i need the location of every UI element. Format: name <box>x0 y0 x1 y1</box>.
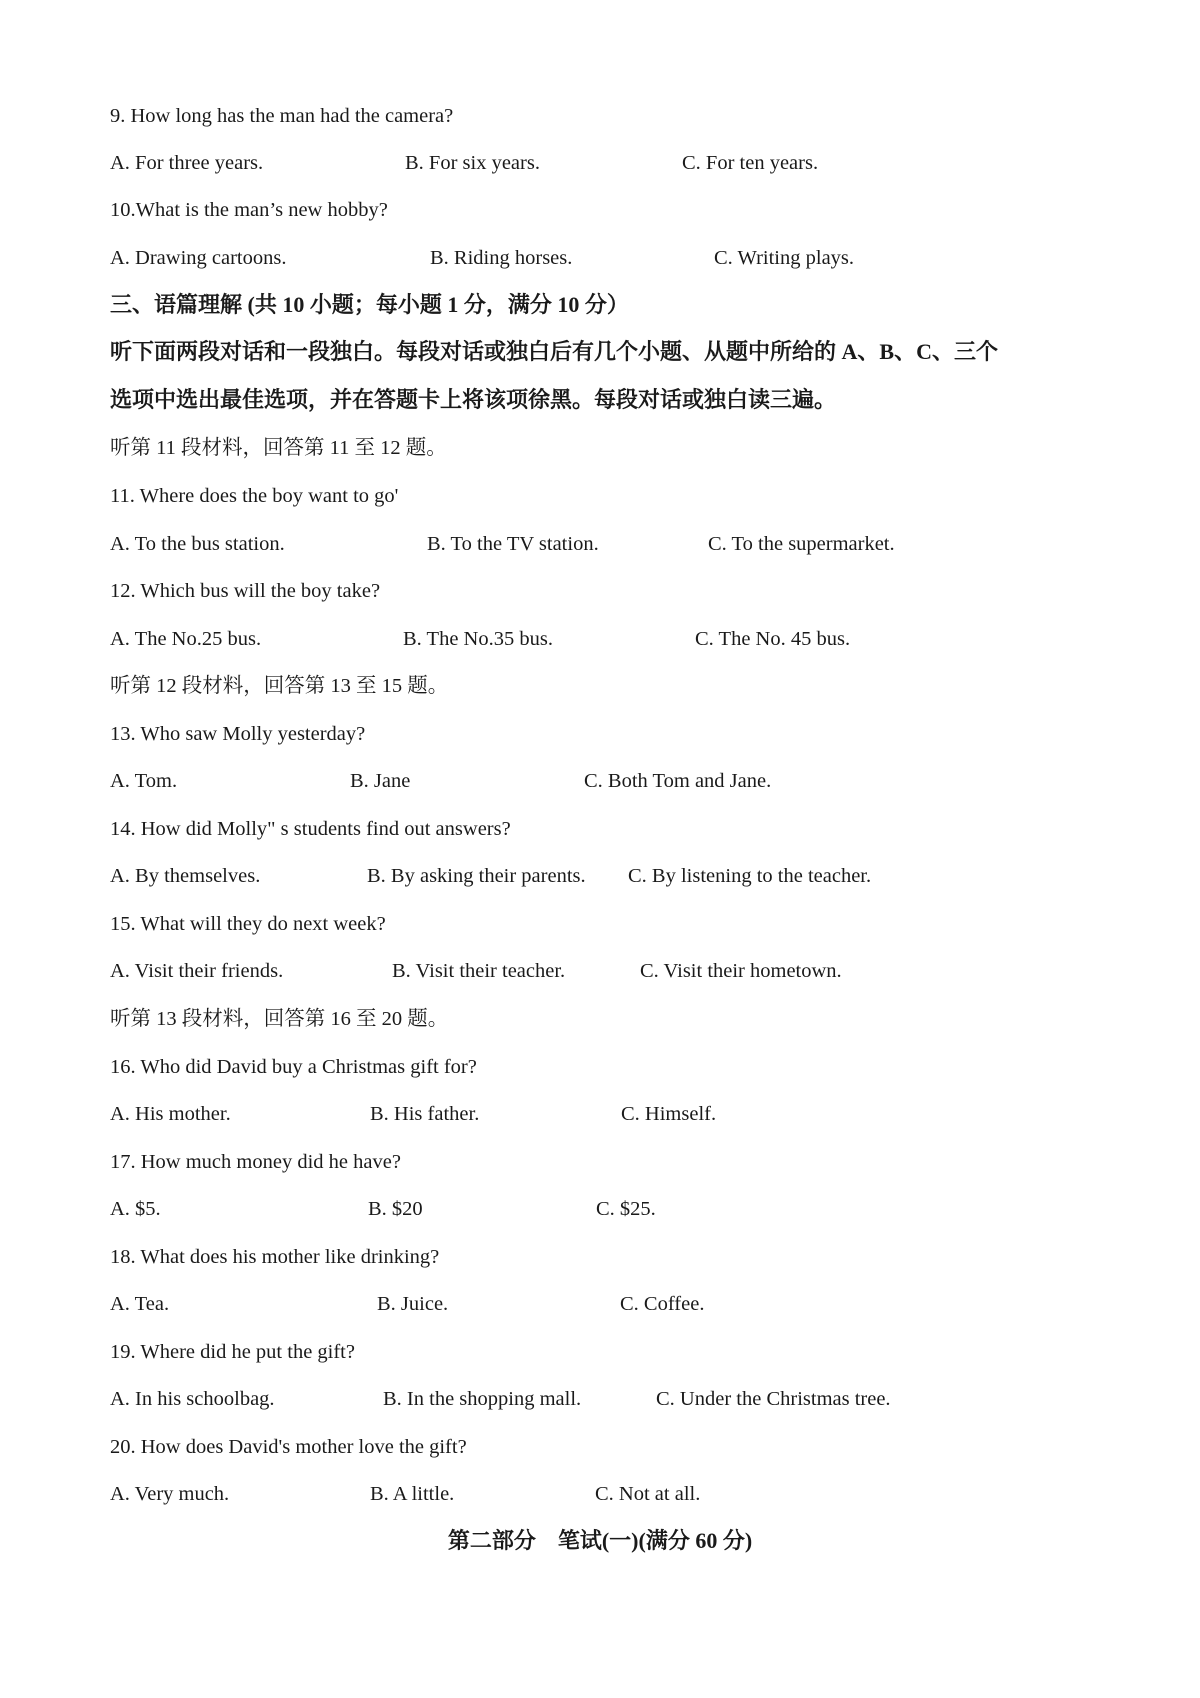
question-15-options <box>110 959 1010 983</box>
material-11-note: 听第 11 段材料，回答第 11 至 12 题。 <box>110 437 447 459</box>
option-c: C. Both Tom and Jane. <box>584 770 772 792</box>
question-18-options <box>110 1292 1010 1316</box>
option-b: B. Juice. <box>377 1293 449 1315</box>
option-a: A. By themselves. <box>110 865 261 887</box>
option-c: C. Writing plays. <box>714 247 855 269</box>
option-b: B. $20 <box>368 1198 423 1220</box>
option-b: B. Visit their teacher. <box>392 960 566 982</box>
section-3-instruction-line-2: 选项中选出最佳选项，并在答题卡上将该项徐黑。每段对话或独白读三遍。 <box>110 387 837 412</box>
question-20: 20. How does David's mother love the gift? <box>110 1436 467 1458</box>
question-18: 18. What does his mother like drinking? <box>110 1246 440 1268</box>
question-14: 14. How did Molly" s students find out answers? <box>110 818 511 840</box>
option-c: C. Visit their hometown. <box>640 960 842 982</box>
material-13-note: 听第 13 段材料，回答第 16 至 20 题。 <box>110 1008 449 1030</box>
option-a: A. For three years. <box>110 152 264 174</box>
option-c: C. The No. 45 bus. <box>695 628 851 650</box>
option-a: A. Very much. <box>110 1483 230 1505</box>
option-c: C. By listening to the teacher. <box>628 865 872 887</box>
option-a: A. In his schoolbag. <box>110 1388 275 1410</box>
question-20-options <box>110 1482 1010 1506</box>
option-c: C. $25. <box>596 1198 656 1220</box>
question-9: 9. How long has the man had the camera? <box>110 105 454 127</box>
question-17: 17. How much money did he have? <box>110 1151 401 1173</box>
question-16-options <box>110 1102 1010 1126</box>
question-10: 10.What is the man’s new hobby? <box>110 199 388 221</box>
question-12-options <box>110 627 1010 651</box>
option-c: C. Himself. <box>621 1103 717 1125</box>
question-9-options <box>110 151 1010 175</box>
option-a: A. His mother. <box>110 1103 231 1125</box>
question-17-options <box>110 1197 1010 1221</box>
option-a: A. Visit their friends. <box>110 960 284 982</box>
option-c: C. Under the Christmas tree. <box>656 1388 891 1410</box>
option-a: A. The No.25 bus. <box>110 628 262 650</box>
option-b: B. By asking their parents. <box>367 865 586 887</box>
option-b: B. His father. <box>370 1103 480 1125</box>
question-19-options <box>110 1387 1010 1411</box>
question-10-options <box>110 246 1010 270</box>
option-b: B. For six years. <box>405 152 540 174</box>
option-b: B. Riding horses. <box>430 247 573 269</box>
section-3-title: 三、语篇理解 (共 10 小题；每小题 1 分，满分 10 分） <box>110 292 629 317</box>
option-b: B. To the TV station. <box>427 533 599 555</box>
question-15: 15. What will they do next week? <box>110 913 386 935</box>
option-a: A. $5. <box>110 1198 161 1220</box>
option-b: B. Jane <box>350 770 411 792</box>
option-a: A. Tea. <box>110 1293 170 1315</box>
question-16: 16. Who did David buy a Christmas gift for? <box>110 1056 477 1078</box>
section-3-instruction-line-1: 听下面两段对话和一段独白。每段对话或独白后有几个小题、从题中所给的 A、B、C、三个 <box>110 339 998 364</box>
material-12-note: 听第 12 段材料，回答第 13 至 15 题。 <box>110 675 449 697</box>
option-b: B. In the shopping mall. <box>383 1388 582 1410</box>
option-a: A. Tom. <box>110 770 178 792</box>
option-a: A. Drawing cartoons. <box>110 247 287 269</box>
question-13-options <box>110 769 1010 793</box>
question-19: 19. Where did he put the gift? <box>110 1341 355 1363</box>
question-11: 11. Where does the boy want to go' <box>110 485 399 507</box>
option-b: B. The No.35 bus. <box>403 628 553 650</box>
part-2-heading: 第二部分 笔试(一)(满分 60 分) <box>447 1528 753 1553</box>
option-b: B. A little. <box>370 1483 455 1505</box>
option-c: C. To the supermarket. <box>708 533 895 555</box>
option-c: C. Not at all. <box>595 1483 701 1505</box>
question-11-options <box>110 532 1010 556</box>
option-a: A. To the bus station. <box>110 533 285 555</box>
option-c: C. Coffee. <box>620 1293 705 1315</box>
option-c: C. For ten years. <box>682 152 819 174</box>
question-13: 13. Who saw Molly yesterday? <box>110 723 366 745</box>
question-12: 12. Which bus will the boy take? <box>110 580 381 602</box>
question-14-options <box>110 864 1010 888</box>
